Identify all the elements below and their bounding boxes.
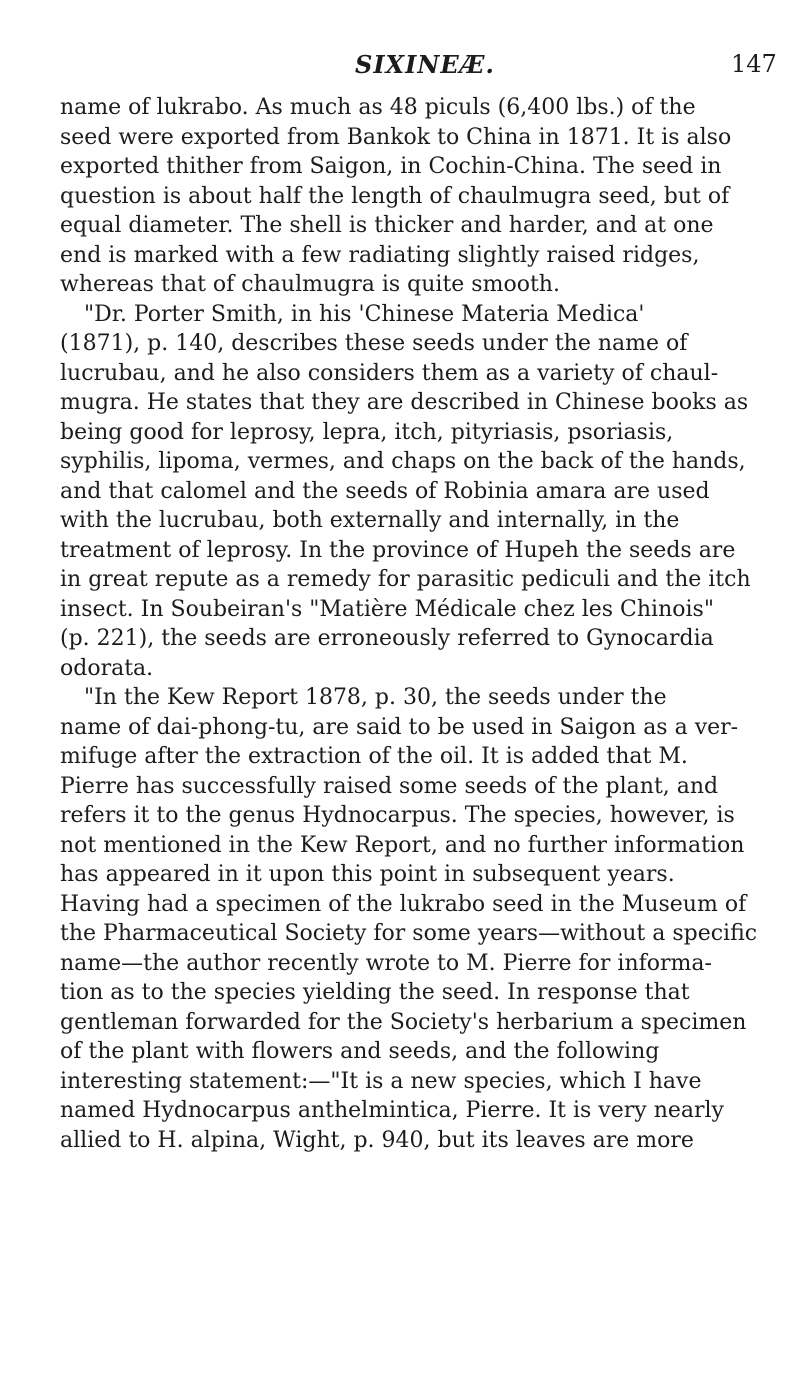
text-line: equal diameter. The shell is thicker and harder, and at one: [60, 213, 714, 238]
text-line: treatment of leprosy. In the province of Hupeh the seeds are: [60, 537, 736, 563]
body-text: [60, 93, 782, 1155]
text-line: and that calomel and the seeds of Robinia amara are used: [60, 478, 710, 504]
text-line: (p. 221), the seeds are erroneously referred to Gynocardia: [60, 626, 714, 651]
text-line: mugra. He states that they are described in Chinese books as: [60, 390, 749, 415]
text-line: not mentioned in the Kew Report, and no further information: [60, 832, 745, 858]
text-line: (1871), p. 140, describes these seeds under the name of: [60, 331, 688, 356]
text-line: "In the Kew Report 1878, p. 30, the seeds under the: [84, 685, 667, 710]
text-line: Having had a specimen of the lukrabo seed in the Museum of: [60, 891, 747, 917]
text-line: refers it to the genus Hydnocarpus. The species, however, is: [60, 803, 735, 828]
text-line: has appeared in it upon this point in subsequent years.: [60, 862, 675, 887]
text-line: question is about half the length of chaulmugra seed, but of: [60, 183, 730, 209]
text-line: name of dai-phong-tu, are said to be used in Saigon as a ver-: [60, 714, 739, 740]
text-line: name—the author recently wrote to M. Pierre for informa-: [60, 950, 712, 976]
text-line: "Dr. Porter Smith, in his 'Chinese Materia Medica': [84, 301, 645, 327]
text-line: named Hydnocarpus anthelmintica, Pierre. It is very nearly: [60, 1098, 724, 1123]
text-line: odorata.: [60, 655, 154, 681]
text-line: the Pharmaceutical Society for some years—without a specific: [60, 921, 758, 946]
text-line: mifuge after the extraction of the oil. It is added that M.: [60, 744, 688, 769]
text-line: tion as to the species yielding the seed. In response that: [60, 980, 690, 1005]
text-line: name of lukrabo. As much as 48 piculs (6,400 lbs.) of the: [60, 95, 696, 120]
text-line: insect. In Soubeiran's "Matière Médicale chez les Chinois": [60, 596, 714, 622]
text-line: with the lucrubau, both externally and internally, in the: [60, 508, 680, 533]
text-line: syphilis, lipoma, vermes, and chaps on the back of the hands,: [60, 449, 746, 474]
page-header: [0, 50, 800, 90]
text-line: in great repute as a remedy for parasitic pediculi and the itch: [60, 567, 751, 592]
text-line: exported thither from Saigon, in Cochin-China. The seed in: [60, 154, 722, 179]
text-line: allied to H. alpina, Wight, p. 940, but its leaves are more: [60, 1127, 694, 1153]
text-line: end is marked with a few radiating slightly raised ridges,: [60, 242, 700, 268]
text-line: of the plant with flowers and seeds, and the following: [60, 1039, 660, 1064]
text-line: seed were exported from Bankok to China in 1871. It is also: [60, 124, 732, 150]
text-line: interesting statement:—"It is a new species, which I have: [60, 1068, 702, 1094]
text-line: lucrubau, and he also considers them as a variety of chaul-: [60, 360, 719, 386]
text-line: whereas that of chaulmugra is quite smooth.: [60, 272, 560, 297]
text-line: gentleman forwarded for the Society's herbarium a specimen: [60, 1009, 747, 1035]
page-number: 147: [731, 50, 777, 78]
text-line: Pierre has successfully raised some seeds of the plant, and: [60, 773, 719, 799]
running-title: SIXINEÆ.: [355, 50, 495, 79]
text-line: being good for leprosy, lepra, itch, pityriasis, psoriasis,: [60, 419, 674, 445]
